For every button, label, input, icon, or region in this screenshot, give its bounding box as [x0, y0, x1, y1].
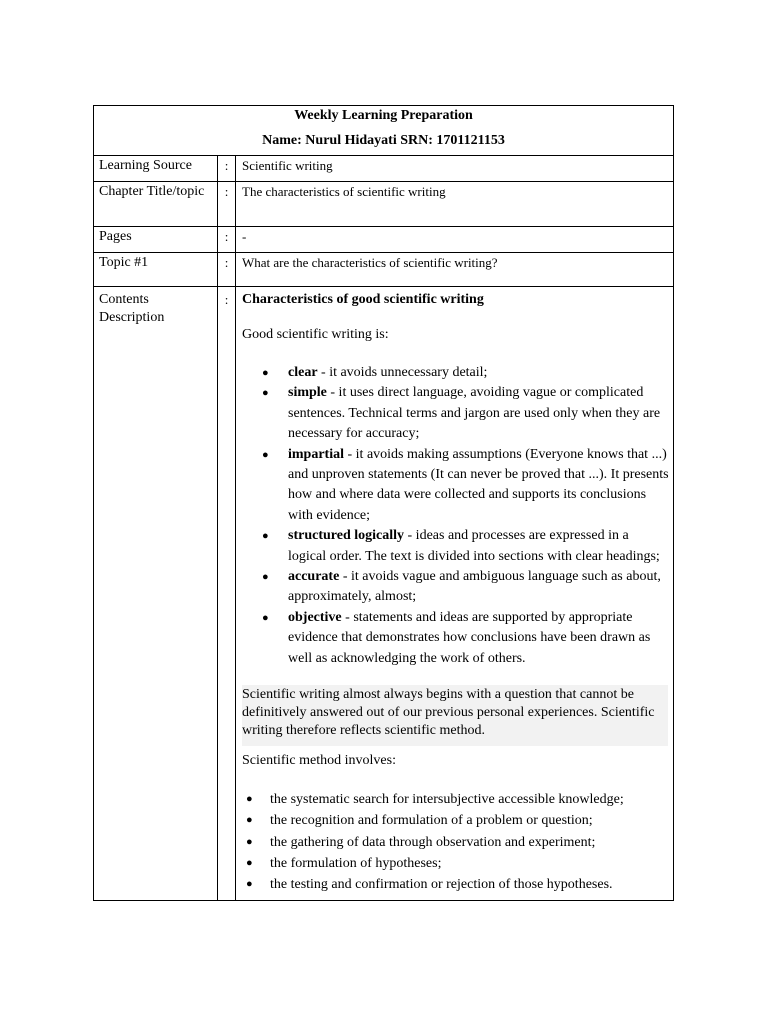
bullet-icon: ● [262, 367, 269, 379]
table-row-learning-source [94, 156, 673, 182]
method-list [242, 789, 673, 895]
row-value: - [242, 229, 247, 244]
row-separator: : [218, 182, 236, 226]
term: impartial [288, 446, 344, 462]
list-item [242, 853, 673, 874]
row-label: Pages [94, 227, 218, 252]
contents-description [236, 287, 673, 900]
bullet-icon: ● [262, 571, 269, 584]
bullet-icon: ● [246, 878, 253, 891]
row-separator: : [218, 227, 236, 252]
term-description: - it uses direct language, avoiding vague or complicated sentences. Technical terms and jargon are used only when they are necessary for accuracy; [288, 385, 661, 442]
method-item-text: the recognition and formulation of a problem or question; [270, 813, 593, 829]
term: structured logically [288, 528, 405, 544]
term: simple [288, 385, 327, 401]
table-row-pages [94, 227, 673, 253]
method-item-text: the formulation of hypotheses; [270, 855, 442, 871]
term-description: - statements and ideas are supported by appropriate evidence that demonstrates how conclusions have been drawn as well as acknowledging the work of others. [288, 609, 651, 666]
method-item-text: the testing and confirmation or rejection of those hypotheses. [270, 877, 613, 893]
row-value: The characteristics of scientific writing [242, 184, 446, 199]
bullet-icon: ● [262, 448, 269, 461]
student-name-line: Name: Nurul Hidayati SRN: 1701121153 [262, 133, 505, 148]
bullet-icon: ● [262, 387, 269, 400]
list-item [242, 874, 673, 895]
list-item [242, 608, 673, 669]
list-item [242, 445, 673, 527]
method-item-text: the systematic search for intersubjective accessible knowledge; [270, 792, 624, 808]
table-row-contents [94, 287, 673, 900]
term: accurate [288, 569, 340, 585]
term-description: - ideas and processes are expressed in a logical order. The text is divided into sections with clear headings; [288, 528, 660, 564]
method-intro: Scientific method involves: [242, 753, 396, 769]
list-item [242, 363, 673, 383]
list-item [242, 383, 673, 444]
learning-preparation-table [93, 105, 674, 901]
term: objective [288, 609, 342, 625]
bullet-icon: ● [246, 793, 253, 806]
bullet-icon: ● [262, 611, 269, 624]
row-label: Chapter Title/topic [94, 182, 218, 226]
term-description: - it avoids vague and ambiguous language such as about, approximately, almost; [288, 569, 661, 605]
list-item [242, 832, 673, 853]
bullet-icon: ● [246, 835, 253, 848]
section-intro: Good scientific writing is: [242, 327, 389, 342]
row-label: Learning Source [94, 156, 218, 181]
term-description: - it avoids unnecessary detail; [317, 365, 488, 380]
list-item [242, 789, 673, 810]
table-header [94, 106, 673, 156]
table-row-topic [94, 253, 673, 287]
characteristics-list [242, 363, 673, 669]
row-label: Contents Description [94, 287, 218, 900]
bullet-icon: ● [262, 530, 269, 543]
section-heading: Characteristics of good scientific writing [242, 292, 484, 307]
row-separator: : [218, 156, 236, 181]
list-item [242, 810, 673, 831]
document-title: Weekly Learning Preparation [294, 108, 473, 123]
row-value: Scientific writing [242, 158, 333, 173]
row-separator: : [218, 253, 236, 286]
row-label: Topic #1 [94, 253, 218, 286]
list-item [242, 526, 673, 567]
row-separator: : [218, 287, 236, 900]
bullet-icon: ● [246, 814, 253, 827]
term: clear [288, 365, 318, 380]
row-value: What are the characteristics of scientific writing? [242, 255, 498, 270]
table-row-chapter-title [94, 182, 673, 227]
bullet-icon: ● [246, 856, 253, 869]
term-description: - it avoids making assumptions (Everyone knows that ...) and unproven statements (It can never be proved that ...). It presents how and where data were collected and supports its conclusions with evidence; [288, 446, 669, 523]
shaded-paragraph: Scientific writing almost always begins with a question that cannot be definitively answered out of our previous personal experiences. Scientific writing therefore reflects scientific method. [242, 685, 668, 746]
list-item [242, 567, 673, 608]
method-item-text: the gathering of data through observation and experiment; [270, 834, 596, 850]
